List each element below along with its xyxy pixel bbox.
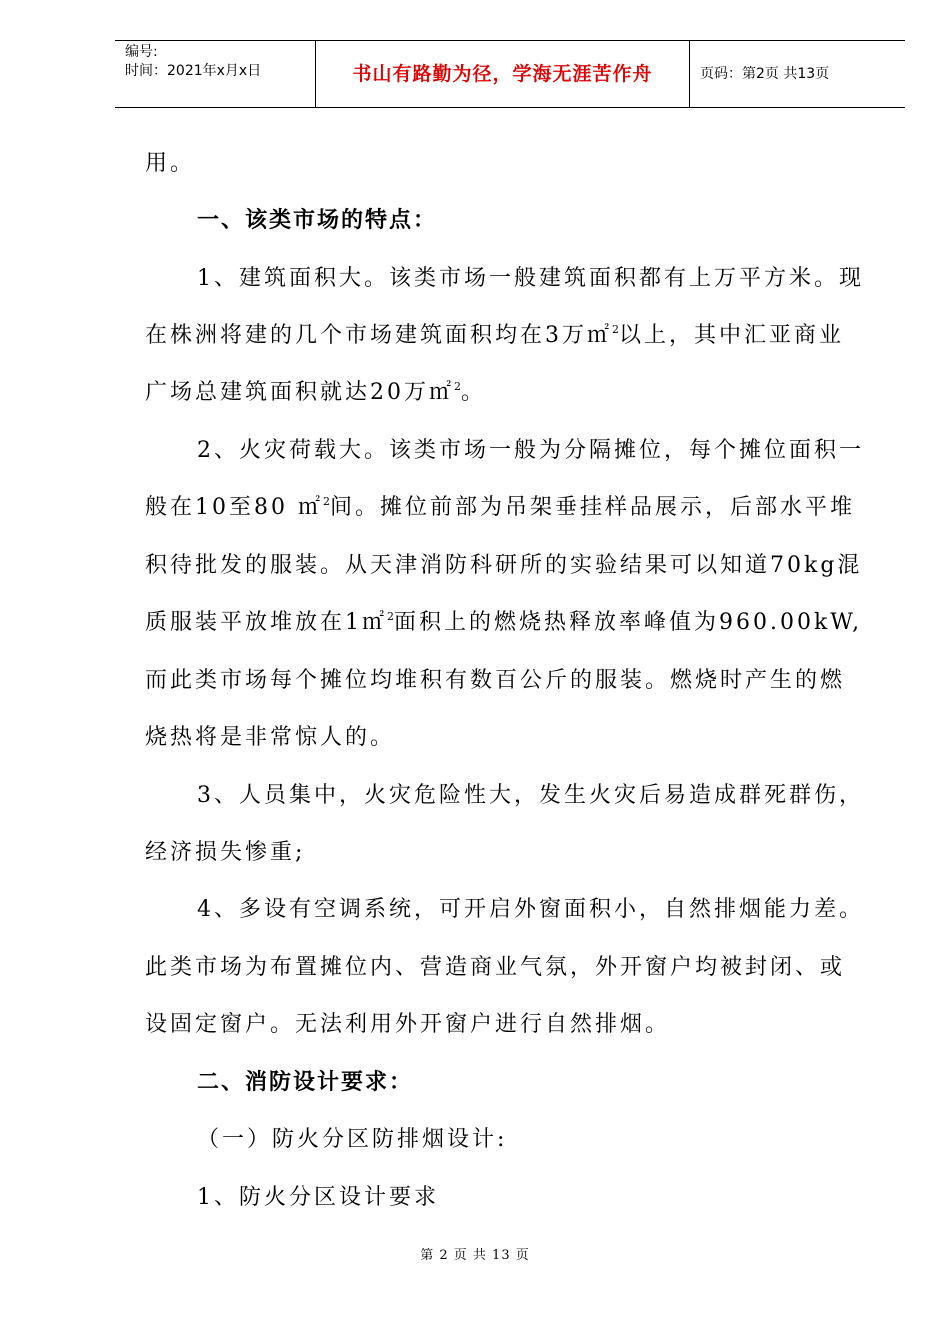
superscript: 2 (454, 380, 461, 393)
subsection-heading: （一）防火分区防排烟设计: (197, 1127, 508, 1152)
text-span: 面积上的燃烧热释放率峰值为960.00kW, (394, 610, 863, 635)
paragraph-line: 而此类市场每个摊位均堆积有数百公斤的服装。燃烧时产生的燃 (145, 668, 846, 693)
header-number-label: 编号: (125, 44, 158, 60)
paragraph-line: 此类市场为布置摊位内、营造商业气氛，外开窗户均被封闭、或 (145, 955, 846, 980)
paragraph-line: 经济损失惨重; (145, 840, 306, 865)
paragraph-line: 1、建筑面积大。该类市场一般建筑面积都有上万平方米。现 (197, 266, 864, 291)
section-heading-2: 二、消防设计要求： (197, 1070, 414, 1095)
text-span: 。 (461, 380, 487, 405)
superscript: 2 (612, 323, 619, 336)
header-page-info: 页码：第2页 共13页 (700, 66, 830, 82)
paragraph-line (145, 369, 486, 417)
paragraph-line: 设固定窗户。无法利用外开窗户进行自然排烟。 (145, 1012, 671, 1037)
paragraph-line: 2、火灾荷载大。该类市场一般为分隔摊位，每个摊位面积一 (197, 438, 864, 463)
paragraph-line: 积待批发的服装。从天津消防科研所的实验结果可以知道70kg混 (145, 553, 863, 578)
header-time-label: 时间：2021年x月x日 (125, 63, 262, 79)
text-span: 在株洲将建的几个市场建筑面积均在3万㎡ (145, 323, 612, 348)
paragraph-line: 1、防火分区设计要求 (197, 1185, 439, 1210)
paragraph-line: 烧热将是非常惊人的。 (145, 725, 396, 750)
paragraph-line (145, 599, 862, 647)
text-span: 广场总建筑面积就达20万㎡ (145, 380, 454, 405)
paragraph-line: 3、人员集中，火灾危险性大，发生火灾后易造成群死群伤， (197, 783, 864, 808)
section-heading-1: 一、该类市场的特点： (197, 208, 438, 233)
paragraph-line: 4、多设有空调系统，可开启外窗面积小，自然排烟能力差。 (197, 897, 864, 922)
superscript: 2 (387, 610, 394, 623)
text-span: 以上，其中汇亚商业 (619, 323, 845, 348)
paragraph-line (145, 312, 844, 360)
page-header (115, 40, 905, 108)
header-meta (115, 41, 315, 107)
text-span: 般在10至80 ㎡ (145, 495, 323, 520)
paragraph-line: 用。 (145, 151, 196, 176)
text-span: 质服装平放堆放在1㎡ (145, 610, 387, 635)
superscript: 2 (322, 495, 330, 508)
text-span: 间。摊位前部为吊架垂挂样品展示，后部水平堆 (329, 495, 855, 520)
header-motto: 书山有路勤为径，学海无涯苦作舟 (352, 63, 653, 85)
page-footer: 第 2 页 共 13 页 (420, 1248, 530, 1263)
paragraph-line (145, 484, 855, 532)
